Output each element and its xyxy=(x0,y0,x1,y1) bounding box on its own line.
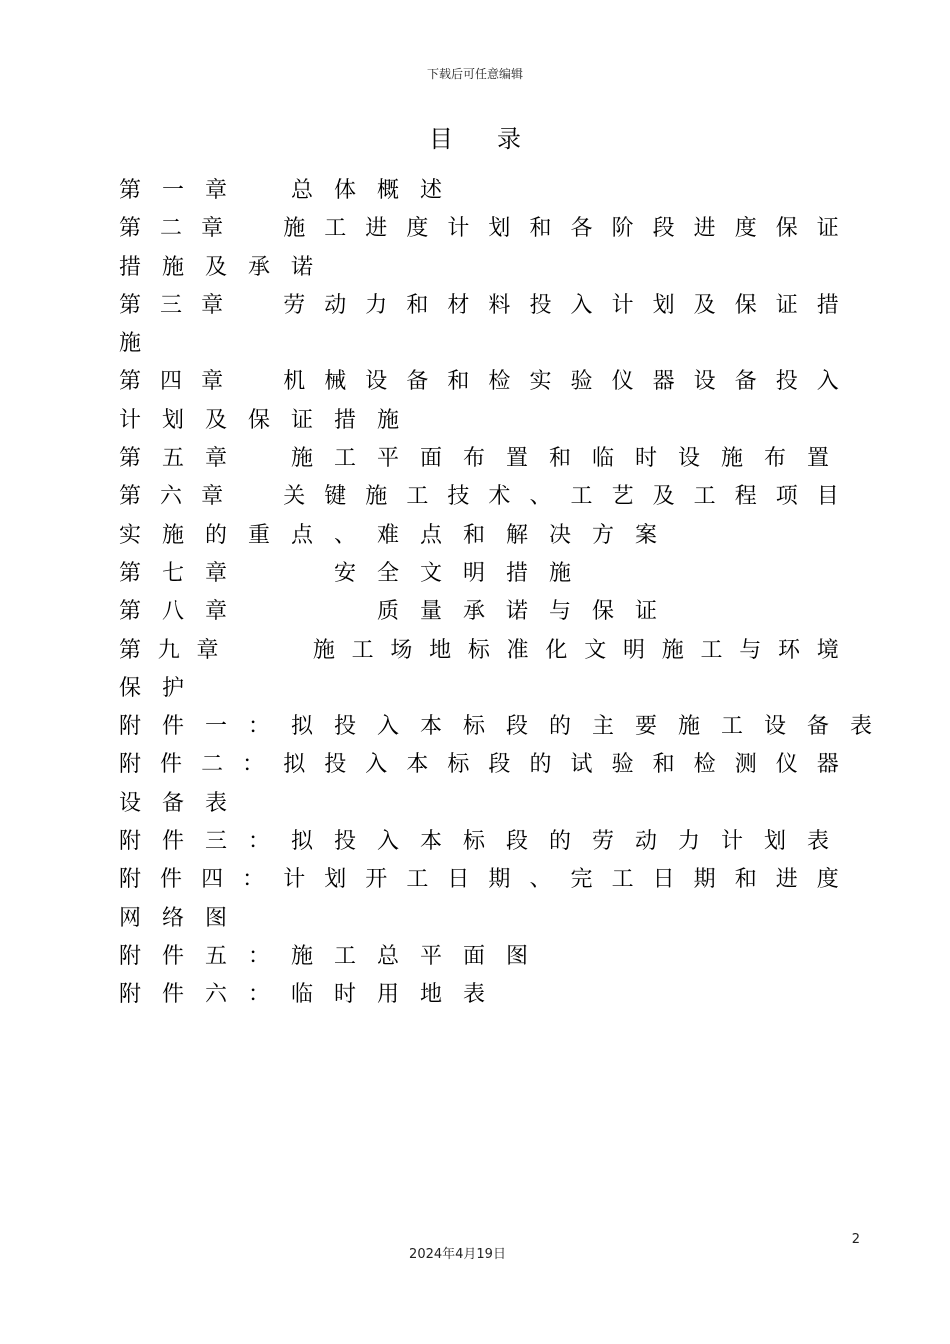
toc-char: 证 xyxy=(635,599,658,625)
toc-char: 用 xyxy=(377,982,400,1008)
toc-char: 本 xyxy=(406,752,429,778)
toc-char: 措 xyxy=(506,560,529,586)
toc-char: 入 xyxy=(377,829,400,855)
toc-char: ： xyxy=(248,829,271,855)
toc-char: 段 xyxy=(488,752,511,778)
toc-char: 度 xyxy=(816,867,839,893)
toc-char: 的 xyxy=(549,829,572,855)
toc-char: 方 xyxy=(592,522,615,548)
toc-char: 章 xyxy=(205,446,228,472)
toc-char: 五 xyxy=(162,446,185,472)
toc-char: 四 xyxy=(201,867,224,893)
toc-char: 完 xyxy=(570,867,593,893)
toc-char: 第 xyxy=(119,560,142,586)
toc-char: ： xyxy=(248,714,271,740)
toc-char: 入 xyxy=(816,369,839,395)
toc-char: 表 xyxy=(807,829,830,855)
toc-char: 设 xyxy=(693,369,716,395)
toc-char: 投 xyxy=(324,752,347,778)
toc-char xyxy=(291,593,313,631)
toc-char: 工 xyxy=(334,943,357,969)
toc-char: 主 xyxy=(592,714,615,740)
toc-char: 面 xyxy=(463,943,486,969)
toc-entry xyxy=(119,938,839,976)
toc-char: 实 xyxy=(119,522,142,548)
toc-char: 境 xyxy=(816,637,839,663)
toc-char: 附 xyxy=(119,829,142,855)
toc-char: 化 xyxy=(545,637,568,663)
toc-char: 投 xyxy=(334,714,357,740)
toc-char: 附 xyxy=(119,867,142,893)
toc-char xyxy=(242,363,264,401)
toc-char: 与 xyxy=(739,637,762,663)
toc-char: 络 xyxy=(162,905,185,931)
page-footer-date: 2024年4月19日 xyxy=(409,1247,506,1262)
toc-char xyxy=(248,593,270,631)
toc-entry xyxy=(119,363,839,401)
toc-char: 备 xyxy=(406,369,429,395)
toc-char: 进 xyxy=(775,867,798,893)
toc-char: 附 xyxy=(119,752,142,778)
toc-char: 环 xyxy=(778,637,801,663)
toc-char: 件 xyxy=(162,714,185,740)
toc-char: 施 xyxy=(291,943,314,969)
toc-entry xyxy=(119,593,839,631)
toc-char: 章 xyxy=(201,216,224,242)
toc-char: 时 xyxy=(334,982,357,1008)
toc-char: 平 xyxy=(420,943,443,969)
toc-char: 的 xyxy=(549,714,572,740)
toc-entry xyxy=(119,478,839,516)
toc-char: 一 xyxy=(205,714,228,740)
toc-char: 开 xyxy=(365,867,388,893)
toc-entry xyxy=(119,708,873,746)
toc-char: 五 xyxy=(205,943,228,969)
toc-char: 图 xyxy=(205,905,228,931)
toc-char: 验 xyxy=(570,369,593,395)
toc-char: 保 xyxy=(119,675,142,701)
toc-char: 附 xyxy=(119,714,142,740)
toc-char: 目 xyxy=(816,484,839,510)
toc-char: 第 xyxy=(119,599,142,625)
toc-char: 一 xyxy=(162,178,185,203)
toc-char: 划 xyxy=(488,216,511,242)
toc-char: 决 xyxy=(549,522,572,548)
toc-char: 施 xyxy=(721,446,744,472)
toc-char: 章 xyxy=(205,560,228,586)
toc-char: 表 xyxy=(463,982,486,1008)
toc-char: 设 xyxy=(764,714,787,740)
toc-char: 工 xyxy=(611,867,634,893)
toc-char: 时 xyxy=(635,446,658,472)
toc-char: 期 xyxy=(693,867,716,893)
toc-entry xyxy=(119,976,839,1014)
toc-char: 总 xyxy=(377,943,400,969)
toc-char: 措 xyxy=(119,254,142,280)
toc-char: 的 xyxy=(529,752,552,778)
toc-char xyxy=(248,440,270,478)
toc-char: 承 xyxy=(463,599,486,625)
toc-entry xyxy=(119,402,839,440)
toc-char: 体 xyxy=(334,178,357,203)
toc-char: 和 xyxy=(549,446,572,472)
toc-char: 和 xyxy=(463,522,486,548)
toc-char: 章 xyxy=(201,292,224,318)
toc-char: 计 xyxy=(447,216,470,242)
toc-char: 准 xyxy=(506,637,529,663)
toc-char: 三 xyxy=(160,292,183,318)
toc-char: 件 xyxy=(162,829,185,855)
toc-entry xyxy=(119,555,839,593)
toc-char: 各 xyxy=(570,216,593,242)
toc-char: 第 xyxy=(119,369,142,395)
toc-char: ： xyxy=(248,943,271,969)
toc-char: 及 xyxy=(205,407,228,433)
toc-char: 章 xyxy=(196,637,219,663)
toc-entry xyxy=(119,517,839,555)
toc-char: 施 xyxy=(119,331,142,357)
toc-char: 实 xyxy=(529,369,552,395)
toc-char: 与 xyxy=(549,599,572,625)
toc-char: 六 xyxy=(160,484,183,510)
toc-char: 布 xyxy=(764,446,787,472)
toc-char: 要 xyxy=(635,714,658,740)
toc-char: 地 xyxy=(429,637,452,663)
toc-char: 施 xyxy=(162,522,185,548)
toc-char xyxy=(291,555,313,593)
toc-entry xyxy=(119,632,839,670)
toc-char: ： xyxy=(242,752,265,778)
toc-char: 文 xyxy=(420,560,443,586)
toc-char: 工 xyxy=(721,714,744,740)
toc-char: 和 xyxy=(529,216,552,242)
toc-char: 工 xyxy=(406,484,429,510)
toc-char: 点 xyxy=(291,522,314,548)
toc-char: 第 xyxy=(119,178,142,203)
toc-char: 保 xyxy=(248,407,271,433)
toc-entry xyxy=(119,440,839,478)
toc-char: 器 xyxy=(652,369,675,395)
toc-char: 备 xyxy=(807,714,830,740)
toc-char: 量 xyxy=(420,599,443,625)
toc-char: 力 xyxy=(365,292,388,318)
toc-char: 设 xyxy=(365,369,388,395)
toc-title: 目录 xyxy=(429,125,565,153)
toc-char: 措 xyxy=(816,292,839,318)
toc-char: 标 xyxy=(463,829,486,855)
toc-char: 二 xyxy=(160,216,183,242)
toc-char: 表 xyxy=(850,714,873,740)
toc-char: 、 xyxy=(529,867,552,893)
toc-char: 章 xyxy=(201,484,224,510)
toc-char xyxy=(248,172,270,210)
toc-char: 设 xyxy=(678,446,701,472)
toc-char: 动 xyxy=(635,829,658,855)
toc-char: 网 xyxy=(119,905,142,931)
toc-char: 仪 xyxy=(775,752,798,778)
toc-char: 的 xyxy=(205,522,228,548)
toc-char: 计 xyxy=(611,292,634,318)
toc-char: 段 xyxy=(652,216,675,242)
toc-char: 施 xyxy=(661,637,684,663)
toc-char: 工 xyxy=(406,867,429,893)
toc-char xyxy=(242,210,264,248)
toc-char: 材 xyxy=(447,292,470,318)
toc-char: 和 xyxy=(734,867,757,893)
toc-entry xyxy=(119,861,839,899)
toc-char: 章 xyxy=(205,178,228,203)
toc-char: 备 xyxy=(162,790,185,816)
toc-char: 工 xyxy=(693,484,716,510)
toc-char: 证 xyxy=(775,292,798,318)
toc-char: 器 xyxy=(816,752,839,778)
toc-char: 证 xyxy=(291,407,314,433)
toc-char: 日 xyxy=(447,867,470,893)
toc-entry xyxy=(119,670,839,708)
toc-char: 七 xyxy=(162,560,185,586)
toc-char: 检 xyxy=(488,369,511,395)
toc-char: 、 xyxy=(334,522,357,548)
toc-char: 本 xyxy=(420,829,443,855)
toc-char: 件 xyxy=(160,752,183,778)
toc-char: 机 xyxy=(283,369,306,395)
toc-char: 划 xyxy=(652,292,675,318)
toc-char: 工 xyxy=(570,484,593,510)
toc-char: 措 xyxy=(334,407,357,433)
toc-char: 难 xyxy=(377,522,400,548)
toc-char: 承 xyxy=(248,254,271,280)
toc-char xyxy=(248,555,270,593)
toc-char: 第 xyxy=(119,446,142,472)
toc-char: 附 xyxy=(119,982,142,1008)
toc-char: 入 xyxy=(377,714,400,740)
toc-char xyxy=(242,287,264,325)
toc-entry xyxy=(119,287,839,325)
toc-char: 地 xyxy=(420,982,443,1008)
toc-char: 件 xyxy=(162,943,185,969)
toc-char: 施 xyxy=(162,254,185,280)
toc-char: 工 xyxy=(324,216,347,242)
toc-entry xyxy=(119,746,839,784)
toc-char: 九 xyxy=(157,637,180,663)
toc-char: 临 xyxy=(592,446,615,472)
toc-char: 三 xyxy=(205,829,228,855)
toc-char: 劳 xyxy=(283,292,306,318)
toc-char: 检 xyxy=(693,752,716,778)
toc-char: 项 xyxy=(775,484,798,510)
toc-char: 度 xyxy=(734,216,757,242)
toc-char: 段 xyxy=(506,829,529,855)
toc-char: 键 xyxy=(324,484,347,510)
toc-char: 施 xyxy=(678,714,701,740)
toc-char xyxy=(242,478,264,516)
toc-char: 第 xyxy=(119,484,142,510)
toc-char: 第 xyxy=(119,216,142,242)
toc-char: 及 xyxy=(652,484,675,510)
toc-char: 划 xyxy=(764,829,787,855)
toc-char: 重 xyxy=(248,522,271,548)
page-number: 2 xyxy=(851,1232,860,1247)
toc-char: 工 xyxy=(334,446,357,472)
toc-char: 投 xyxy=(334,829,357,855)
toc-char: 艺 xyxy=(611,484,634,510)
toc-char: 期 xyxy=(488,867,511,893)
toc-char: 第 xyxy=(119,637,142,663)
toc-char: 置 xyxy=(506,446,529,472)
toc-char: 护 xyxy=(162,675,185,701)
toc-char: 动 xyxy=(324,292,347,318)
toc-char: 施 xyxy=(312,637,335,663)
toc-char: 置 xyxy=(807,446,830,472)
toc-char: 及 xyxy=(205,254,228,280)
toc-char: 件 xyxy=(162,982,185,1008)
toc-char: 本 xyxy=(420,714,443,740)
toc-char: 四 xyxy=(160,369,183,395)
toc-char: 进 xyxy=(693,216,716,242)
toc-char: 料 xyxy=(488,292,511,318)
toc-char: 备 xyxy=(734,369,757,395)
toc-char: 平 xyxy=(377,446,400,472)
toc-char: 件 xyxy=(160,867,183,893)
toc-char: 图 xyxy=(506,943,529,969)
toc-entry xyxy=(119,249,839,287)
toc-char: 标 xyxy=(447,752,470,778)
toc-char: 述 xyxy=(420,178,443,203)
toc-char: 拟 xyxy=(283,752,306,778)
toc-char: 二 xyxy=(201,752,224,778)
toc-entry xyxy=(119,210,839,248)
toc-char: 划 xyxy=(162,407,185,433)
toc-char: 力 xyxy=(678,829,701,855)
toc-char: 标 xyxy=(463,714,486,740)
page-header: 下载后可任意编辑 xyxy=(426,67,523,81)
toc-char: 临 xyxy=(291,982,314,1008)
toc-char: 场 xyxy=(390,637,413,663)
toc-char: 入 xyxy=(570,292,593,318)
toc-char: 面 xyxy=(420,446,443,472)
toc-char: ： xyxy=(248,982,271,1008)
toc-char: 技 xyxy=(447,484,470,510)
toc-char: ： xyxy=(242,867,265,893)
toc-char: 日 xyxy=(652,867,675,893)
toc-char: 八 xyxy=(162,599,185,625)
toc-char: 和 xyxy=(652,752,675,778)
toc-char: 程 xyxy=(734,484,757,510)
toc-char: 保 xyxy=(734,292,757,318)
toc-char: 第 xyxy=(119,292,142,318)
table-of-contents xyxy=(119,172,873,1015)
toc-char: 诺 xyxy=(291,254,314,280)
toc-char: 、 xyxy=(529,484,552,510)
toc-char: 明 xyxy=(622,637,645,663)
toc-char: 阶 xyxy=(611,216,634,242)
toc-char: 进 xyxy=(365,216,388,242)
toc-char: 文 xyxy=(584,637,607,663)
toc-char: 表 xyxy=(205,790,228,816)
toc-char xyxy=(334,593,356,631)
toc-char: 械 xyxy=(324,369,347,395)
toc-char: 明 xyxy=(463,560,486,586)
toc-char: 入 xyxy=(365,752,388,778)
toc-char: 施 xyxy=(365,484,388,510)
toc-char: 投 xyxy=(775,369,798,395)
toc-char: 和 xyxy=(447,369,470,395)
toc-char: 点 xyxy=(420,522,443,548)
toc-char: 计 xyxy=(283,867,306,893)
toc-char: 六 xyxy=(205,982,228,1008)
toc-char: 安 xyxy=(334,560,357,586)
toc-char: 段 xyxy=(506,714,529,740)
toc-char: 附 xyxy=(119,943,142,969)
toc-char: 验 xyxy=(611,752,634,778)
toc-char: 和 xyxy=(406,292,429,318)
toc-char: 章 xyxy=(205,599,228,625)
toc-char: 仪 xyxy=(611,369,634,395)
toc-entry xyxy=(119,900,839,938)
toc-char: 及 xyxy=(693,292,716,318)
toc-entry xyxy=(119,172,839,210)
toc-char: 施 xyxy=(549,560,572,586)
toc-char: 工 xyxy=(351,637,374,663)
toc-char: 计 xyxy=(721,829,744,855)
toc-char: 诺 xyxy=(506,599,529,625)
toc-char: 总 xyxy=(291,178,314,203)
toc-char: 设 xyxy=(119,790,142,816)
toc-char: 计 xyxy=(119,407,142,433)
toc-char: 拟 xyxy=(291,714,314,740)
toc-char: 概 xyxy=(377,178,400,203)
toc-entry xyxy=(119,325,839,363)
toc-char: 劳 xyxy=(592,829,615,855)
toc-char xyxy=(235,632,257,670)
toc-char: 保 xyxy=(592,599,615,625)
toc-char: 全 xyxy=(377,560,400,586)
toc-entry xyxy=(119,785,839,823)
toc-char: 布 xyxy=(463,446,486,472)
toc-char: 质 xyxy=(377,599,400,625)
toc-char: 章 xyxy=(201,369,224,395)
toc-char: 试 xyxy=(570,752,593,778)
toc-entry xyxy=(119,823,839,861)
toc-char: 测 xyxy=(734,752,757,778)
toc-char: 工 xyxy=(700,637,723,663)
toc-char: 案 xyxy=(635,522,658,548)
toc-char: 标 xyxy=(467,637,490,663)
toc-char: 证 xyxy=(816,216,839,242)
toc-char xyxy=(274,632,296,670)
toc-char: 施 xyxy=(291,446,314,472)
toc-char: 度 xyxy=(406,216,429,242)
toc-char: 划 xyxy=(324,867,347,893)
toc-char: 术 xyxy=(488,484,511,510)
toc-char: 保 xyxy=(775,216,798,242)
toc-char: 施 xyxy=(377,407,400,433)
toc-char: 关 xyxy=(283,484,306,510)
toc-char: 解 xyxy=(506,522,529,548)
toc-char: 拟 xyxy=(291,829,314,855)
toc-char: 投 xyxy=(529,292,552,318)
toc-char: 施 xyxy=(283,216,306,242)
